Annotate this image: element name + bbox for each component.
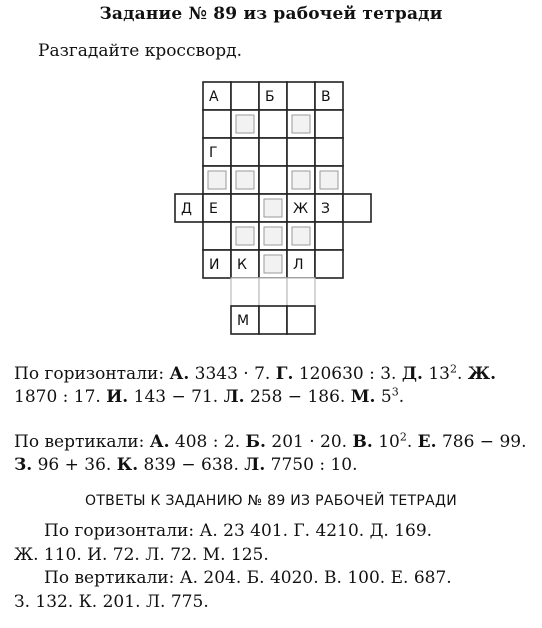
crossword-cell [259,110,287,138]
crossword-cell [315,222,343,250]
clue-exponent: 2 [399,430,407,444]
clue-label: В. [352,432,373,452]
answers-h-line2: Ж. 110. И. 72. Л. 72. М. 125. [14,545,269,565]
cell-letter: Б [265,89,275,105]
clue-text: 120630 : 3. [298,364,397,384]
crossword-cell [287,278,315,306]
crossword-cell [287,250,315,278]
page-title: Задание № 89 из рабочей тетради [99,4,443,24]
clue-label: Б. [245,432,266,452]
cell-inner-box [236,227,254,245]
crossword-cell [315,250,343,278]
cell-inner-box [292,171,310,189]
crossword-cell [259,138,287,166]
answers-heading: ОТВЕТЫ К ЗАДАНИЮ № 89 ИЗ РАБОЧЕЙ ТЕТРАДИ [85,493,457,509]
crossword-cell [259,278,287,306]
cell-inner-box [292,115,310,133]
crossword-cell [231,278,259,306]
answers-v-line2: З. 132. К. 201. Л. 775. [14,592,209,612]
vertical-clues: По вертикали: А. 408 : 2. Б. 201 · 20. В. $10^2$. Е. 786 − 99. З. 96 + 36. К. 839 − 638. Л. 7750 : 10. [14,430,527,475]
cell-letter: И [209,257,220,273]
clue-exponent: 3 [391,385,399,399]
crossword-cell [203,138,231,166]
cell-letter: Л [293,257,304,273]
crossword-cell [175,194,203,222]
clue-text: 786 − 99. [441,432,527,452]
clue-text: 143 − 71. [133,387,219,407]
answers-h-line1: По горизонтали: А. 23 401. Г. 4210. Д. 169. [44,521,433,541]
cell-letter: В [321,89,331,105]
crossword-cell [315,110,343,138]
crossword-cell [203,222,231,250]
clue-text: 7750 : 10. [270,455,358,475]
crossword-cell [203,110,231,138]
crossword-cell [287,194,315,222]
clue-label: И. [106,387,129,407]
cell-inner-box [292,227,310,245]
clue-label: З. [14,455,33,475]
clue-label: Ж. [467,364,497,384]
crossword-cell [259,82,287,110]
clue-label: Д. [401,364,423,384]
cell-letter: А [209,89,219,105]
crossword-cell [231,194,259,222]
instruction: Разгадайте кроссворд. [38,41,243,61]
clue-label: М. [350,387,376,407]
crossword-cell [259,194,287,222]
clue-label: Л. [223,387,245,407]
clue-exponent: 2 [449,362,457,376]
clue-text: 96 + 36. [37,455,112,475]
horizontal-label: По горизонтали: [14,364,165,384]
answers-v-line1: По вертикали: А. 204. Б. 4020. В. 100. Е. 687. [44,568,452,588]
crossword-cell [343,194,371,222]
crossword-cell [259,250,287,278]
clue-label: Е. [417,432,437,452]
answers-horizontal [14,519,534,567]
crossword-cell [231,166,259,194]
cell-inner-box [264,227,282,245]
clue-text: 258 − 186. [249,387,346,407]
cell-inner-box [236,171,254,189]
crossword-cell [203,194,231,222]
crossword-cell [315,166,343,194]
clue-label: Г. [275,364,294,384]
crossword-cell [231,250,259,278]
cell-letter: Г [209,145,218,161]
clue-label: А. [169,364,190,384]
clue-text: 839 − 638. [143,455,239,475]
clue-label: К. [116,455,139,475]
clue-text: 10 [378,432,400,452]
cell-inner-box [264,255,282,273]
crossword-cell [287,166,315,194]
cell-letter: Ж [293,201,309,217]
clue-text: 13 [428,364,450,384]
crossword-cell [231,222,259,250]
crossword-cell [287,110,315,138]
cell-letter: З [321,201,330,217]
crossword-cell [203,250,231,278]
cell-letter: Е [209,201,218,217]
crossword-cell [287,222,315,250]
crossword-cell [231,110,259,138]
clue-label: Л. [244,455,266,475]
vertical-label: По вертикали: [14,432,145,452]
crossword-cell [231,138,259,166]
crossword-cell [315,82,343,110]
crossword-cell [287,82,315,110]
horizontal-clues: По горизонтали: А. 3343 · 7. Г. 120630 : 3. Д. $13^2$. Ж. 1870 : 17. И. 143 − 71. Л. 258 − 186. М. $5^3$. [14,362,497,407]
cell-inner-box [208,171,226,189]
clue-label: А. [149,432,170,452]
cell-inner-box [236,115,254,133]
clue-text: 201 · 20. [271,432,348,452]
clue-text: 5 [380,387,392,407]
crossword-cell [259,166,287,194]
crossword-cell [231,306,259,334]
clue-text: 1870 : 17. [14,387,101,407]
clue-text: 3343 · 7. [194,364,271,384]
crossword-cell [315,138,343,166]
crossword-cell [287,306,315,334]
cell-letter: М [237,313,250,329]
crossword-cell [287,138,315,166]
crossword-cell [259,222,287,250]
crossword-cell [203,166,231,194]
cell-letter: Д [181,201,192,217]
crossword-cell [231,82,259,110]
crossword-cell [259,306,287,334]
crossword-cell [203,82,231,110]
crossword-cell [315,194,343,222]
cell-letter: К [237,257,247,273]
clue-text: 408 : 2. [174,432,241,452]
cell-inner-box [320,171,338,189]
cell-inner-box [264,199,282,217]
answers-vertical [14,566,534,614]
